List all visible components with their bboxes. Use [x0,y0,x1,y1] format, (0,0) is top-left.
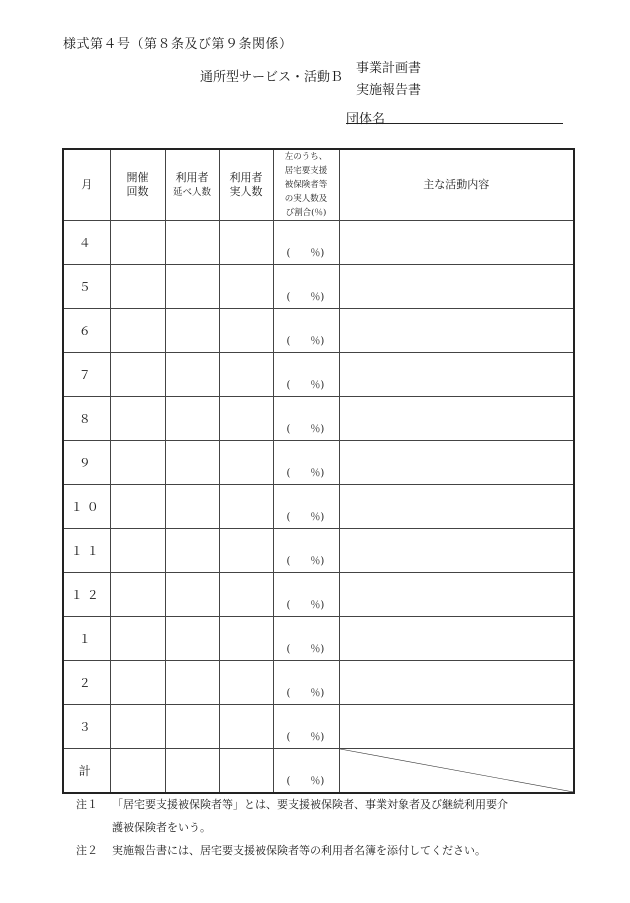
note-2: 注２ 実施報告書には、居宅要支援被保険者等の利用者名簿を添付してください。 [76,844,486,857]
organization-name-field[interactable] [346,123,563,124]
activities-cell[interactable] [339,705,574,749]
percent-placeholder: ( ％) [286,292,325,303]
month-row [63,265,574,309]
percent-placeholder: ( ％) [286,556,325,567]
activities-cell[interactable] [339,661,574,705]
ratio-cell[interactable] [273,309,339,353]
activities-cell[interactable] [339,265,574,309]
document-title: 通所型サービス・活動Ｂ [200,70,344,85]
month-row [63,221,574,265]
month-row [63,441,574,485]
activities-cell[interactable] [339,221,574,265]
month-row [63,573,574,617]
users-actual-cell[interactable] [219,221,273,265]
header-sessions: 開催 回数 [110,149,165,221]
percent-placeholder: ( ％) [286,776,325,787]
sessions-cell[interactable] [110,749,165,794]
percent-placeholder: ( ％) [286,336,325,347]
percent-placeholder: ( ％) [286,424,325,435]
header-ratio: 左のうち、 居宅要支援 被保険者等 の実人数及 び割合(％) [273,149,339,221]
percent-placeholder: ( ％) [286,248,325,259]
percent-placeholder: ( ％) [286,380,325,391]
activities-cell-struck [339,749,574,794]
table-header-row [63,149,574,221]
month-label: ４ [63,221,110,265]
users-total-cell[interactable] [165,353,219,397]
activities-cell[interactable] [339,309,574,353]
activities-cell[interactable] [339,397,574,441]
sessions-cell[interactable] [110,441,165,485]
ratio-cell[interactable] [273,353,339,397]
month-label: ７ [63,353,110,397]
ratio-cell[interactable] [273,397,339,441]
users-actual-cell[interactable] [219,661,273,705]
activities-cell[interactable] [339,441,574,485]
users-total-cell[interactable] [165,661,219,705]
month-label: ３ [63,705,110,749]
ratio-cell[interactable] [273,265,339,309]
month-label: ５ [63,265,110,309]
month-label: ９ [63,441,110,485]
month-row [63,617,574,661]
users-actual-cell[interactable] [219,353,273,397]
month-label: ６ [63,309,110,353]
sessions-cell[interactable] [110,573,165,617]
total-row [63,749,574,794]
sessions-cell[interactable] [110,397,165,441]
ratio-cell[interactable] [273,441,339,485]
users-actual-cell[interactable] [219,749,273,794]
note-1: 注１ 「居宅要支援被保険者等」とは、要支援被保険者、事業対象者及び継続利用要介 [76,798,508,811]
users-total-cell[interactable] [165,309,219,353]
month-label: １１ [63,529,110,573]
activity-table [62,148,575,794]
activities-cell[interactable] [339,485,574,529]
activities-cell[interactable] [339,529,574,573]
title-option-report: 実施報告書 [356,83,422,98]
percent-placeholder: ( ％) [286,600,325,611]
users-actual-cell[interactable] [219,309,273,353]
users-actual-cell[interactable] [219,397,273,441]
sessions-cell[interactable] [110,617,165,661]
users-total-cell[interactable] [165,529,219,573]
form-number-label: 様式第４号（第８条及び第９条関係） [63,37,293,52]
users-total-cell[interactable] [165,221,219,265]
users-total-cell[interactable] [165,617,219,661]
users-actual-cell[interactable] [219,441,273,485]
users-total-cell[interactable] [165,573,219,617]
sessions-cell[interactable] [110,485,165,529]
sessions-cell[interactable] [110,265,165,309]
percent-placeholder: ( ％) [286,468,325,479]
users-total-cell[interactable] [165,749,219,794]
users-total-cell[interactable] [165,705,219,749]
users-actual-cell[interactable] [219,573,273,617]
users-total-cell[interactable] [165,265,219,309]
percent-placeholder: ( ％) [286,644,325,655]
ratio-cell[interactable] [273,749,339,794]
activities-cell[interactable] [339,573,574,617]
total-label: 計 [63,749,110,794]
users-actual-cell[interactable] [219,617,273,661]
month-row [63,661,574,705]
ratio-cell[interactable] [273,705,339,749]
month-row [63,485,574,529]
percent-placeholder: ( ％) [286,688,325,699]
percent-placeholder: ( ％) [286,512,325,523]
sessions-cell[interactable] [110,705,165,749]
percent-placeholder: ( ％) [286,732,325,743]
month-label: １ [63,617,110,661]
users-total-cell[interactable] [165,441,219,485]
month-row [63,397,574,441]
ratio-cell[interactable] [273,661,339,705]
ratio-cell[interactable] [273,221,339,265]
sessions-cell[interactable] [110,221,165,265]
ratio-cell[interactable] [273,485,339,529]
users-actual-cell[interactable] [219,485,273,529]
sessions-cell[interactable] [110,529,165,573]
users-actual-cell[interactable] [219,529,273,573]
sessions-cell[interactable] [110,309,165,353]
month-row [63,705,574,749]
month-row [63,529,574,573]
ratio-cell[interactable] [273,529,339,573]
users-actual-cell[interactable] [219,705,273,749]
users-total-cell[interactable] [165,485,219,529]
sessions-cell[interactable] [110,661,165,705]
organization-name-label: 団体名 [346,112,386,127]
title-option-plan: 事業計画書 [356,61,422,76]
diagonal-strike [340,749,574,792]
activities-cell[interactable] [339,353,574,397]
month-row [63,309,574,353]
header-activities: 主な活動内容 [339,149,574,221]
header-month: 月 [63,149,110,221]
ratio-cell[interactable] [273,617,339,661]
note-1-continued: 護被保険者をいう。 [112,821,211,834]
month-row [63,353,574,397]
header-users-total: 利用者 延べ人数 [165,149,219,221]
month-label: １２ [63,573,110,617]
ratio-cell[interactable] [273,573,339,617]
month-label: １０ [63,485,110,529]
users-total-cell[interactable] [165,397,219,441]
month-label: ８ [63,397,110,441]
activities-cell[interactable] [339,617,574,661]
sessions-cell[interactable] [110,353,165,397]
header-users-actual: 利用者 実人数 [219,149,273,221]
users-actual-cell[interactable] [219,265,273,309]
month-label: ２ [63,661,110,705]
